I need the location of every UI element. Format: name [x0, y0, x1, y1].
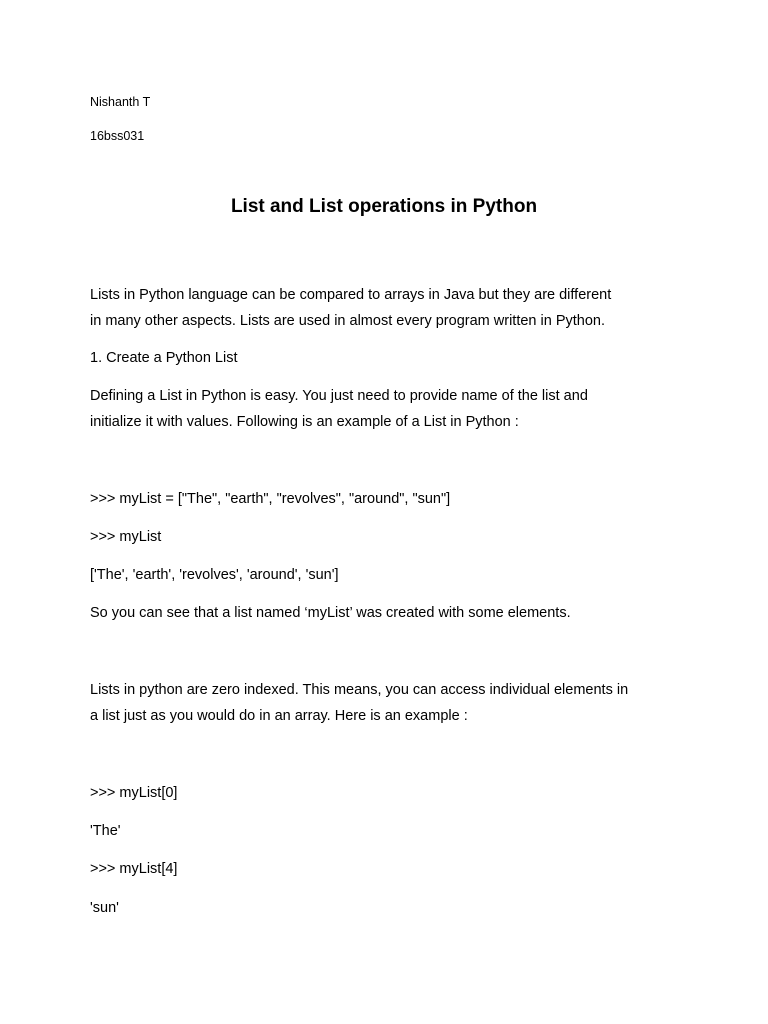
code-output-line: 'sun': [90, 900, 119, 916]
author-name: Nishanth T: [90, 95, 151, 109]
zero-index-paragraph-line-1: Lists in python are zero indexed. This means, you can access individual elements in: [90, 682, 629, 698]
explanation-line: So you can see that a list named ‘myList’ was created with some elements.: [90, 605, 571, 621]
code-line: >>> myList = ["The", "earth", "revolves", "around", "sun"]: [90, 491, 451, 507]
roll-number: 16bss031: [90, 129, 145, 143]
code-line: >>> myList[0]: [90, 785, 178, 801]
code-output-line: 'The': [90, 823, 121, 839]
document-title: List and List operations in Python: [230, 196, 538, 217]
zero-index-paragraph-line-2: a list just as you would do in an array. Here is an example :: [90, 708, 468, 724]
section-heading: 1. Create a Python List: [90, 350, 238, 366]
code-line: >>> myList[4]: [90, 861, 178, 877]
code-output-line: ['The', 'earth', 'revolves', 'around', 'sun']: [90, 567, 339, 583]
intro-paragraph-line-2: in many other aspects. Lists are used in almost every program written in Python.: [90, 313, 605, 329]
intro-paragraph-line-1: Lists in Python language can be compared to arrays in Java but they are different: [90, 287, 612, 303]
code-line: >>> myList: [90, 529, 162, 545]
define-paragraph-line-2: initialize it with values. Following is an example of a List in Python :: [90, 414, 519, 430]
define-paragraph-line-1: Defining a List in Python is easy. You just need to provide name of the list and: [90, 388, 588, 404]
